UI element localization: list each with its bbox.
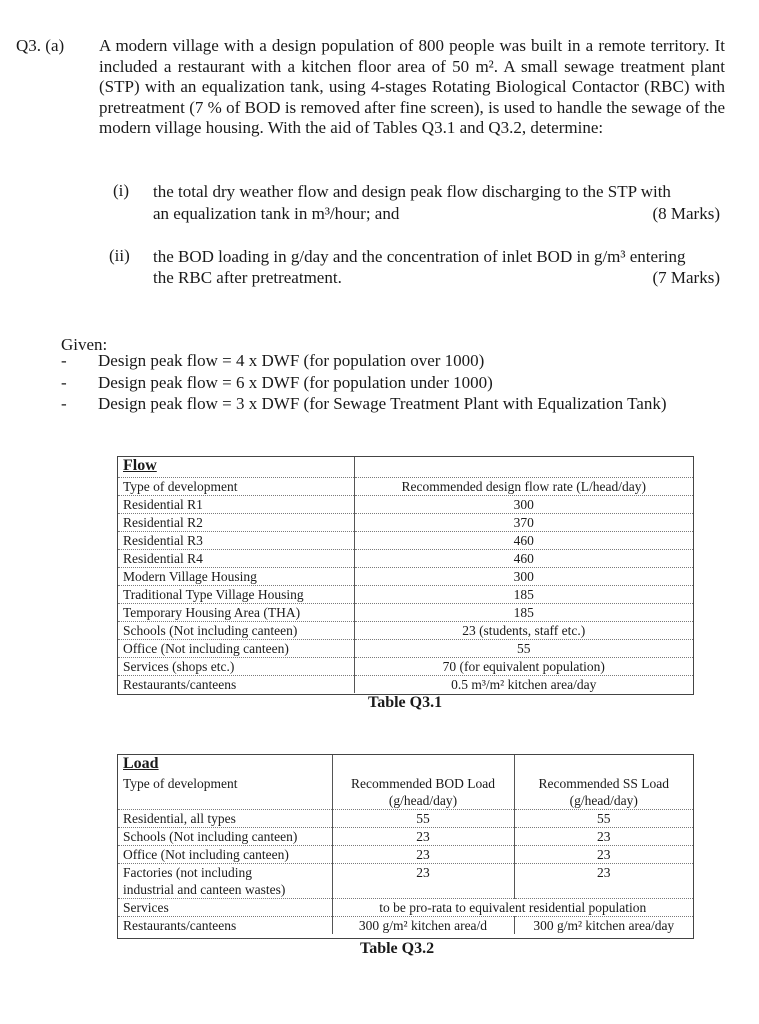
given-item: - Design peak flow = 4 x DWF (for population over 1000): [61, 351, 485, 370]
table-row: Factories (not including industrial and canteen wastes) 23 23: [118, 864, 693, 899]
given-list: [61, 350, 667, 415]
part-i-marks: (8 Marks): [652, 204, 720, 223]
table-row: Residential R2 370: [118, 513, 693, 531]
load-col2-header: Recommended BOD Load (g/head/day): [332, 775, 514, 810]
part-i-line1: the total dry weather flow and design peak flow discharging to the STP with: [153, 182, 671, 201]
load-col3-header: Recommended SS Load (g/head/day): [514, 775, 693, 810]
given-item: - Design peak flow = 6 x DWF (for population under 1000): [61, 372, 493, 392]
load-table-title: Load: [123, 755, 159, 772]
table-row: Services to be pro-rata to equivalent residential population: [118, 899, 693, 917]
part-ii-line1: the BOD loading in g/day and the concentration of inlet BOD in g/m³ entering: [153, 247, 686, 266]
flow-col1-header: Type of development: [118, 477, 354, 495]
given-heading: Given:: [61, 335, 108, 354]
load-table-caption: Table Q3.2: [360, 940, 435, 957]
table-row: Temporary Housing Area (THA) 185: [118, 603, 693, 621]
table-row: Office (Not including canteen) 23 23: [118, 846, 693, 864]
given-item: - Design peak flow = 3 x DWF (for Sewage Treatment Plant with Equalization Tank): [61, 394, 667, 413]
flow-col2-header: Recommended design flow rate (L/head/day): [354, 477, 693, 495]
table-row: Residential R1 300: [118, 495, 693, 513]
flow-table-caption: Table Q3.1: [368, 694, 443, 711]
part-ii-marks: (7 Marks): [652, 268, 720, 287]
question-label: Q3. (a): [16, 36, 65, 55]
load-col1-header: Type of development: [118, 775, 332, 810]
table-row: Services (shops etc.) 70 (for equivalent population): [118, 657, 693, 675]
table-row: Schools (Not including canteen) 23 23: [118, 828, 693, 846]
question-intro: A modern village with a design population of 800 people was built in a remote territory. It included a restaurant with a kitchen floor area of 50 m². A small sewage treatment plant (STP) with an equalization tank, using 4-stages Rotating Biological Contactor (RBC) with pretreatment (7 % of BOD is removed after fine screen), is used to handle the sewage of the modern village housing. With the aid of Tables Q3.1 and Q3.2, determine:: [99, 36, 725, 137]
table-row: Schools (Not including canteen) 23 (students, staff etc.): [118, 621, 693, 639]
table-row: Residential R4 460: [118, 549, 693, 567]
table-row: Traditional Type Village Housing 185: [118, 585, 693, 603]
flow-table: [117, 456, 694, 695]
table-row: Restaurants/canteens 0.5 m³/m² kitchen area/day: [118, 675, 693, 693]
table-row: Modern Village Housing 300: [118, 567, 693, 585]
table-row: Residential, all types 55 55: [118, 810, 693, 828]
part-i-line2: an equalization tank in m³/hour; and: [153, 204, 400, 223]
table-row: Restaurants/canteens 300 g/m² kitchen area/d 300 g/m² kitchen area/day: [118, 917, 693, 935]
part-i-number: (i): [113, 181, 130, 200]
load-table: [117, 754, 694, 939]
part-ii-line2: the RBC after pretreatment.: [153, 268, 342, 287]
flow-table-title: Flow: [123, 457, 157, 474]
table-row: Office (Not including canteen) 55: [118, 639, 693, 657]
table-row: Residential R3 460: [118, 531, 693, 549]
part-ii-number: (ii): [109, 246, 130, 265]
